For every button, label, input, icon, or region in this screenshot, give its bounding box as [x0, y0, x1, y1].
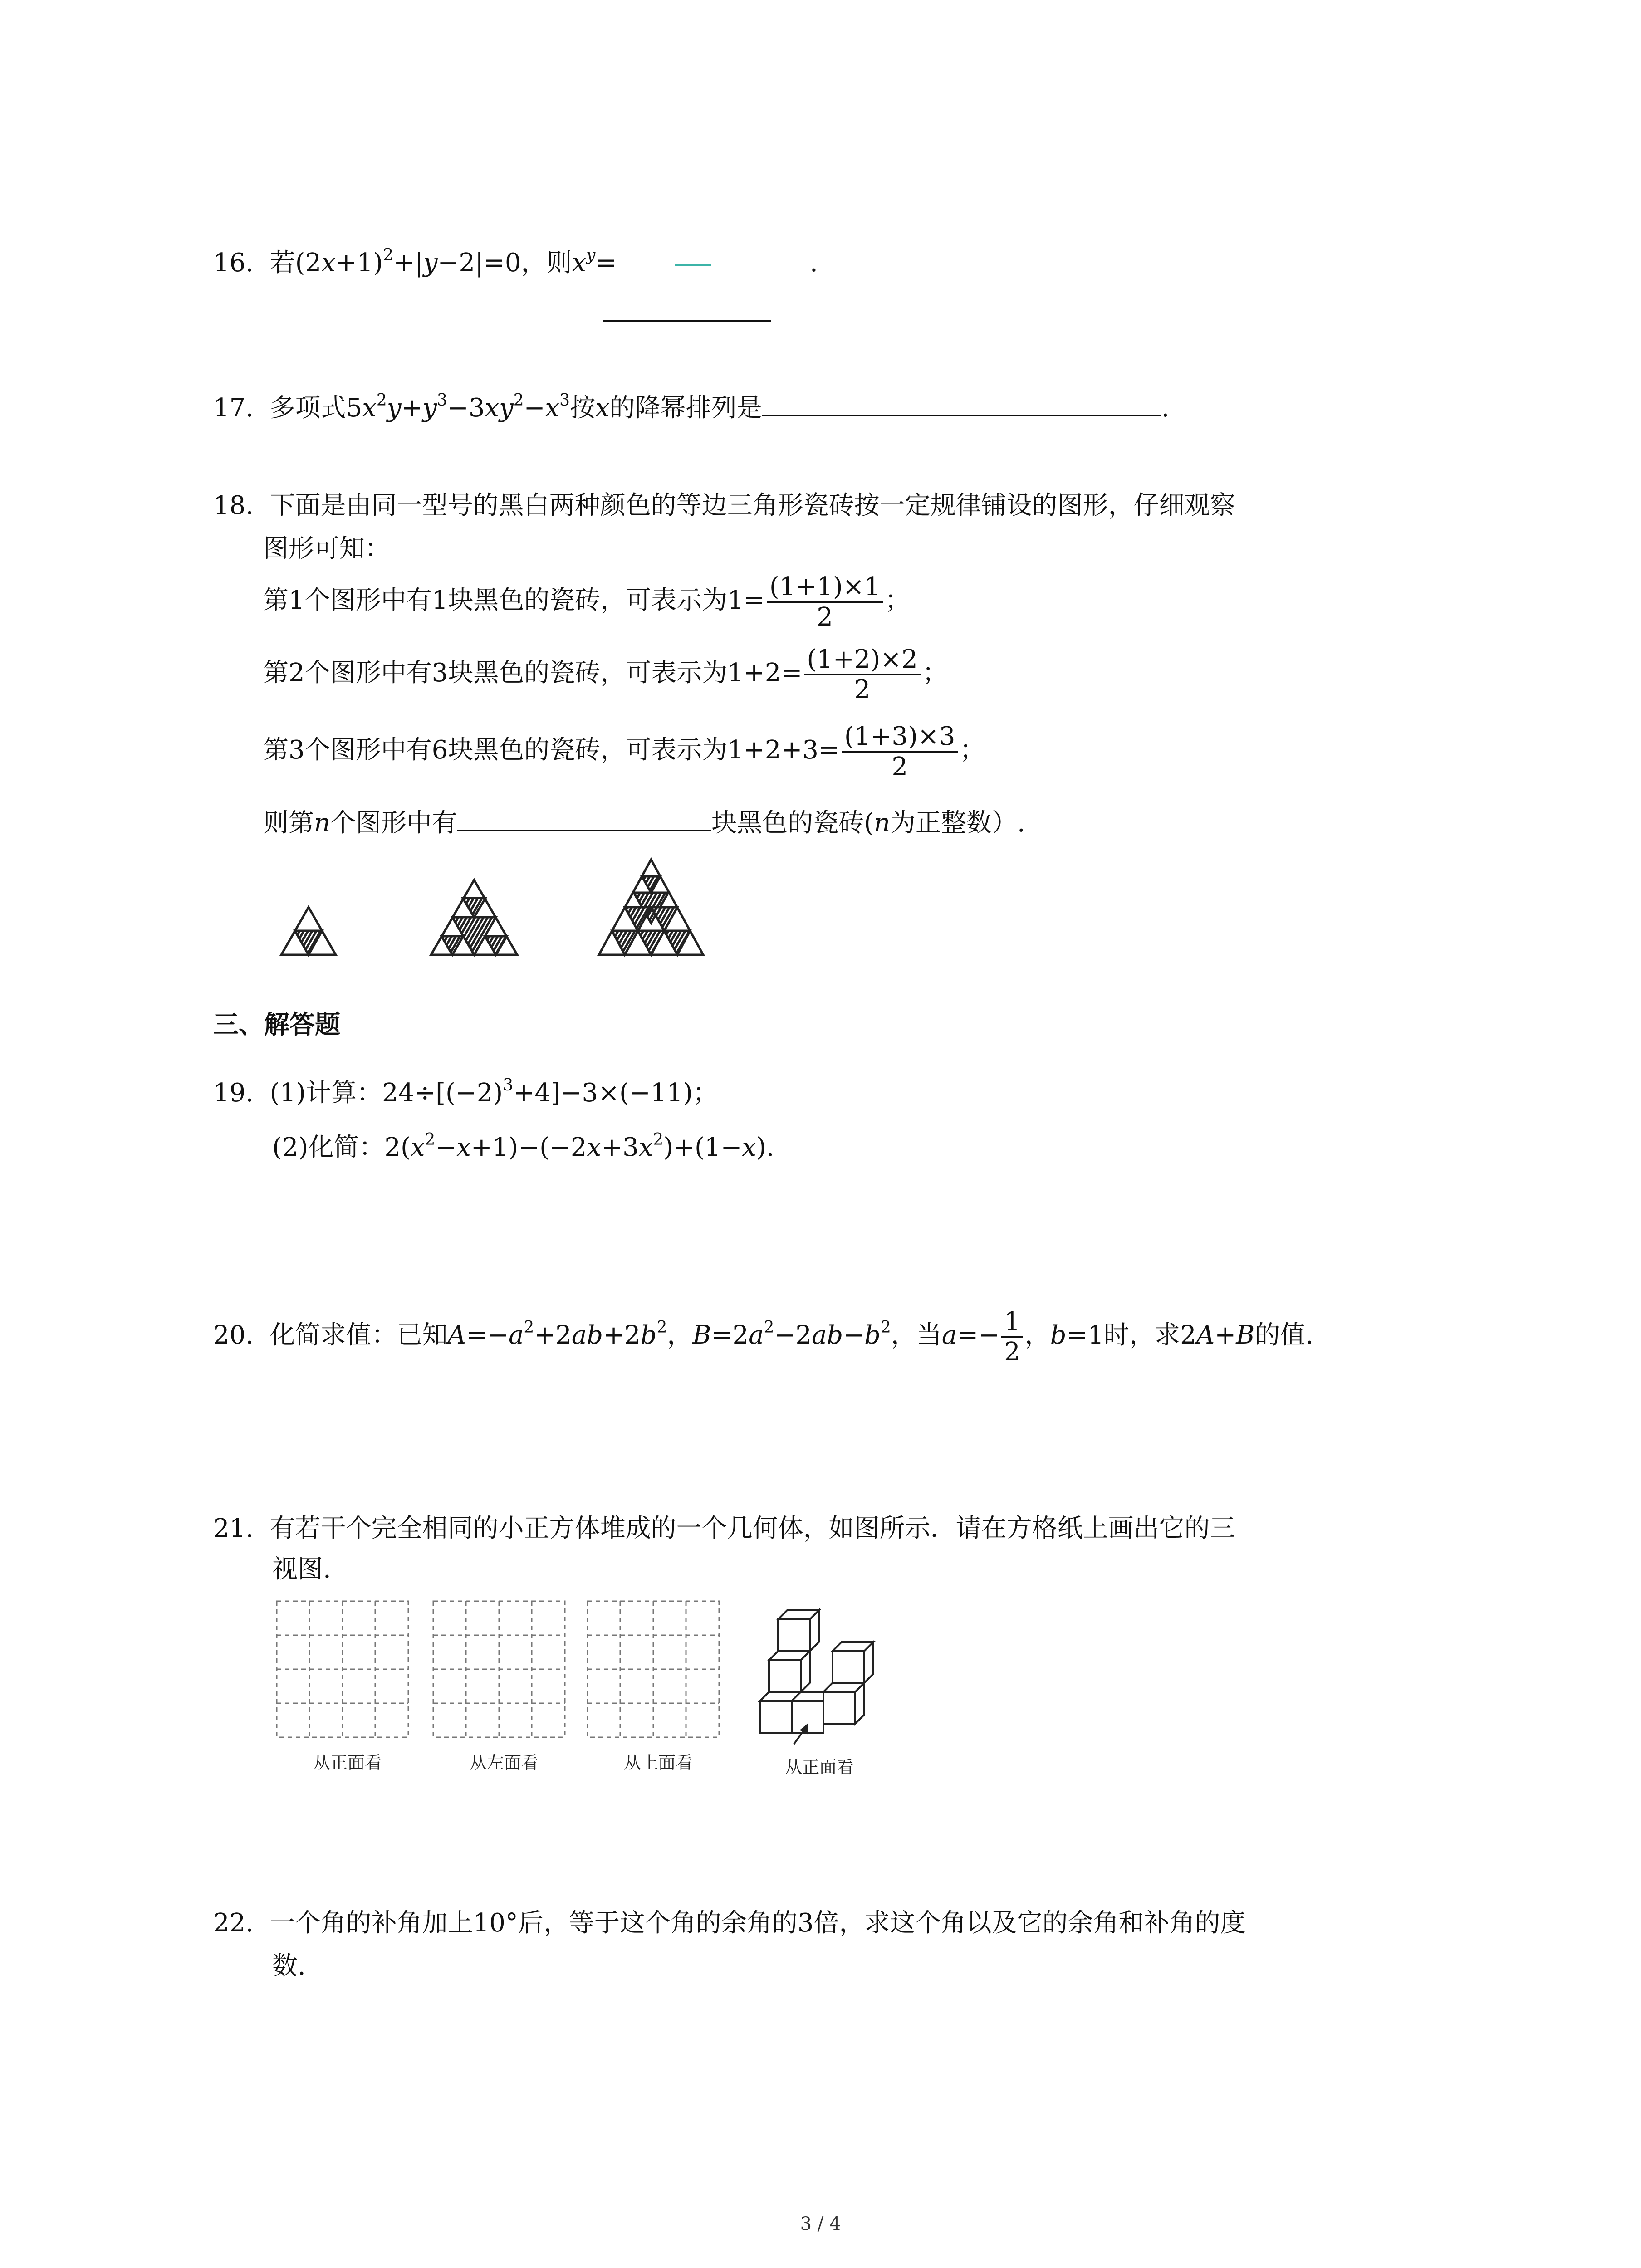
three-view-grids [272, 1597, 907, 1751]
question-18-row4: 则第n个图形中有 块黑色的瓷砖(n为正整数）. [263, 805, 1025, 841]
question-text: 下面是由同一型号的黑白两种颜色的等边三角形瓷砖按一定规律铺设的图形，仔细观察 [269, 491, 1235, 520]
question-21-line1: 21. 有若干个完全相同的小正方体堆成的一个几何体，如图所示．请在方格纸上画出它的三 [213, 1514, 1235, 1543]
question-number: 21. [213, 1514, 254, 1543]
answer-blank-16[interactable] [603, 320, 771, 322]
fraction: $\frac{(1+3)\times 3}{2}$ [842, 722, 958, 782]
triangle-tiles-figure [272, 853, 726, 962]
question-number: 16. [213, 248, 254, 278]
question-20: 20. 化简求值：已知$A=-a^2+2ab+2b^2$，$B=2a^2-2ab-b^2$，当a=− $\frac{1}{2}$ ，b=1时，求2A+B的值. [213, 1307, 1314, 1367]
question-text: 多项式$5x^2y+y^3-3xy^2-x^3$按x的降幂排列是 [269, 391, 762, 423]
question-22-line1: 22. 一个角的补角加上10°后，等于这个角的余角的3倍，求这个角以及它的余角和补角的度 [213, 1908, 1246, 1938]
caption-stack-front: 从正面看 [785, 1757, 854, 1777]
page-number: 3 / 4 [800, 2214, 841, 2234]
question-16: 16. 若$(2x+1)^2+|y-2|=0$，则$x^y=$ . [213, 246, 818, 278]
caption-top-view: 从上面看 [624, 1753, 693, 1773]
question-number: 20. [213, 1320, 254, 1350]
question-18-line1 [213, 488, 1235, 524]
tile-figure-2 [431, 880, 517, 955]
cube-stack [760, 1610, 873, 1733]
fraction: $\frac{(1+2)\times 2}{2}$ [804, 645, 920, 704]
grid-left[interactable] [433, 1601, 565, 1737]
question-19-part1: 19. (1)计算：$24\div[(-2)^3+4]-3\times(-11)$； [213, 1076, 718, 1108]
question-number: 18. [213, 491, 254, 520]
question-number: 22. [213, 1908, 254, 1938]
question-21-line2: 视图. [272, 1554, 331, 1584]
grid-top[interactable] [588, 1601, 719, 1737]
question-22-line2: 数. [272, 1951, 306, 1981]
question-18-row2: 第2个图形中有3块黑色的瓷砖，可表示为1+2= $\frac{(1+2)\times 2}{2}$ ； [263, 645, 948, 704]
question-17: 17. 多项式$5x^2y+y^3-3xy^2-x^3$按x的降幂排列是 . [213, 391, 1170, 423]
question-18-row1: 第1个图形中有1块黑色的瓷砖，可表示为1= $\frac{(1+1)\times 1}{2}$ ； [263, 572, 911, 632]
caption-front-view: 从正面看 [313, 1753, 382, 1773]
tile-figure-1 [281, 907, 336, 955]
question-text: 若$(2x+1)^2+|y-2|=0$，则$x^y=$ [269, 246, 617, 278]
answer-blank-17[interactable] [762, 391, 1161, 416]
caption-left-view: 从左面看 [470, 1753, 539, 1773]
section-heading: 三、解答题 [213, 1010, 340, 1040]
grid-front[interactable] [277, 1601, 408, 1737]
fraction: $\frac{1}{2}$ [1001, 1307, 1023, 1367]
question-18-line2: 图形可知： [263, 534, 390, 563]
question-number: 19. [213, 1078, 254, 1108]
answer-blank-18[interactable] [457, 807, 711, 831]
question-18-row3: 第3个图形中有6块黑色的瓷砖，可表示为1+2+3= $\frac{(1+3)\times 3}{2}$ ； [263, 722, 985, 782]
fraction: $\frac{(1+1)\times 1}{2}$ [767, 572, 883, 632]
question-19-part2: (2)化简：$2(x^2-x+1)-(-2x+3x^2)+(1-x)$. [272, 1130, 774, 1162]
answer-mark [675, 264, 711, 266]
question-number: 17. [213, 393, 254, 423]
tile-figure-3 [599, 860, 703, 955]
